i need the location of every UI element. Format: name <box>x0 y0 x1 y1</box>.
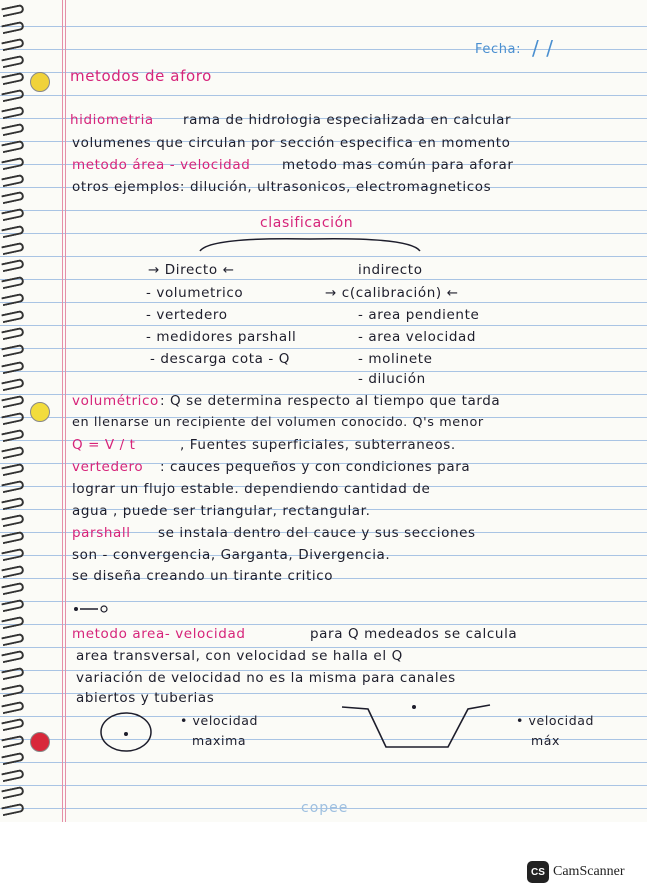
spiral-ring-icon <box>1 242 24 255</box>
area-velocidad-line: variación de velocidad no es la misma para canales <box>76 670 456 686</box>
spiral-ring-icon <box>1 735 24 748</box>
spiral-ring-icon <box>1 4 24 17</box>
term-metodo-area-velocidad: metodo area- velocidad <box>72 626 246 642</box>
parshall-line: se instala dentro del cauce y sus secciones <box>158 525 476 541</box>
volumetrico-line: : Q se determina respecto al tiempo que tarda <box>160 393 501 409</box>
spiral-ring-icon <box>1 599 24 612</box>
red-tab-icon <box>30 732 50 752</box>
spiral-ring-icon <box>1 633 24 646</box>
spiral-ring-icon <box>1 463 24 476</box>
spiral-ring-icon <box>1 582 24 595</box>
channel-velocity-label: • velocidad <box>516 713 595 728</box>
spiral-ring-icon <box>1 684 24 697</box>
brace-icon <box>195 233 425 255</box>
spiral-ring-icon <box>1 157 24 170</box>
spiral-ring-icon <box>1 55 24 68</box>
channel-cross-section-icon <box>338 697 498 757</box>
spiral-ring-icon <box>1 72 24 85</box>
camscanner-logo-icon: CS <box>527 861 549 883</box>
spiral-ring-icon <box>1 378 24 391</box>
spiral-ring-icon <box>1 225 24 238</box>
spiral-ring-icon <box>1 106 24 119</box>
spiral-ring-icon <box>1 38 24 51</box>
spiral-ring-icon <box>1 480 24 493</box>
class-right-item: → c(calibración) ← <box>325 285 459 301</box>
class-right-item: indirecto <box>358 262 423 278</box>
spiral-ring-icon <box>1 769 24 782</box>
intro-line: metodo mas común para aforar <box>282 157 514 173</box>
spiral-ring-icon <box>1 140 24 153</box>
spiral-ring-icon <box>1 718 24 731</box>
yellow-tab-icon <box>30 402 50 422</box>
spiral-ring-icon <box>1 89 24 102</box>
camscanner-watermark <box>527 861 625 883</box>
spiral-ring-icon <box>1 565 24 578</box>
class-left-item: → Directo ← <box>148 262 235 278</box>
spiral-ring-icon <box>1 548 24 561</box>
volumetrico-line: en llenarse un recipiente del volumen conocido. Q's menor <box>72 415 484 430</box>
class-right-item: - area pendiente <box>358 307 480 323</box>
date-label: Fecha: <box>475 42 522 57</box>
spiral-ring-icon <box>1 752 24 765</box>
intro-line: volumenes que circulan por sección especifica en momento <box>72 135 511 151</box>
spiral-ring-icon <box>1 259 24 272</box>
spiral-ring-icon <box>1 344 24 357</box>
date-slashes: / / <box>532 36 554 60</box>
class-left-item: - medidores parshall <box>146 329 297 345</box>
class-right-item: - area velocidad <box>358 329 477 345</box>
term-hidiometria: hidiometria <box>70 112 154 128</box>
margin-line <box>62 0 63 822</box>
term-vertedero: vertedero <box>72 459 144 475</box>
classification-heading: clasificación <box>260 215 354 231</box>
spiral-ring-icon <box>1 174 24 187</box>
class-right-item: - dilución <box>358 371 426 387</box>
parshall-line: son - convergencia, Garganta, Divergencia. <box>72 547 391 563</box>
spiral-ring-icon <box>1 395 24 408</box>
area-velocidad-line: abiertos y tuberias <box>76 690 215 706</box>
spiral-ring-icon <box>1 497 24 510</box>
spiral-ring-icon <box>1 327 24 340</box>
class-left-item: - vertedero <box>146 307 228 323</box>
spiral-ring-icon <box>1 21 24 34</box>
spiral-ring-icon <box>1 446 24 459</box>
spiral-ring-icon <box>1 123 24 136</box>
tube-velocity-label: • velocidad <box>180 713 259 728</box>
notebook-brand: copee <box>301 800 349 816</box>
term-parshall: parshall <box>72 525 131 541</box>
spiral-binding <box>0 0 30 822</box>
dash-doodle-icon <box>72 603 112 615</box>
intro-line: otros ejemplos: dilución, ultrasonicos, electromagneticos <box>72 179 492 195</box>
spiral-ring-icon <box>1 276 24 289</box>
page-title: metodos de aforo <box>70 67 212 85</box>
spiral-ring-icon <box>1 701 24 714</box>
spiral-ring-icon <box>1 429 24 442</box>
class-left-item: - volumetrico <box>146 285 244 301</box>
pipe-cross-section-icon <box>98 708 168 758</box>
camscanner-text: CamScanner <box>553 864 625 879</box>
spiral-ring-icon <box>1 667 24 680</box>
channel-velocity-label: máx <box>531 733 561 748</box>
spiral-ring-icon <box>1 803 24 816</box>
spiral-ring-icon <box>1 616 24 629</box>
formula: Q = V / t <box>72 437 136 453</box>
spiral-ring-icon <box>1 786 24 799</box>
spiral-ring-icon <box>1 412 24 425</box>
tube-velocity-label: maxima <box>192 733 247 748</box>
spiral-ring-icon <box>1 310 24 323</box>
vertedero-line: agua , puede ser triangular, rectangular. <box>72 503 371 519</box>
intro-line: rama de hidrologia especializada en calcular <box>183 112 512 128</box>
class-left-item: - descarga cota - Q <box>150 351 290 367</box>
area-velocidad-line: para Q medeados se calcula <box>310 626 518 642</box>
area-velocidad-line: area transversal, con velocidad se halla el Q <box>76 648 403 664</box>
spiral-ring-icon <box>1 650 24 663</box>
spiral-ring-icon <box>1 361 24 374</box>
margin-line <box>65 0 66 822</box>
yellow-tab-icon <box>30 72 50 92</box>
spiral-ring-icon <box>1 531 24 544</box>
term-volumetrico: volumétrico <box>72 393 159 409</box>
spiral-ring-icon <box>1 514 24 527</box>
spiral-ring-icon <box>1 293 24 306</box>
volumetrico-line: , Fuentes superficiales, subterraneos. <box>180 437 456 453</box>
parshall-line: se diseña creando un tirante critico <box>72 568 334 584</box>
vertedero-line: : cauces pequeños y con condiciones para <box>160 459 471 475</box>
spiral-ring-icon <box>1 191 24 204</box>
class-right-item: - molinete <box>358 351 433 367</box>
term-area-velocidad: metodo área - velocidad <box>72 157 251 173</box>
vertedero-line: lograr un flujo estable. dependiendo cantidad de <box>72 481 431 497</box>
spiral-ring-icon <box>1 208 24 221</box>
